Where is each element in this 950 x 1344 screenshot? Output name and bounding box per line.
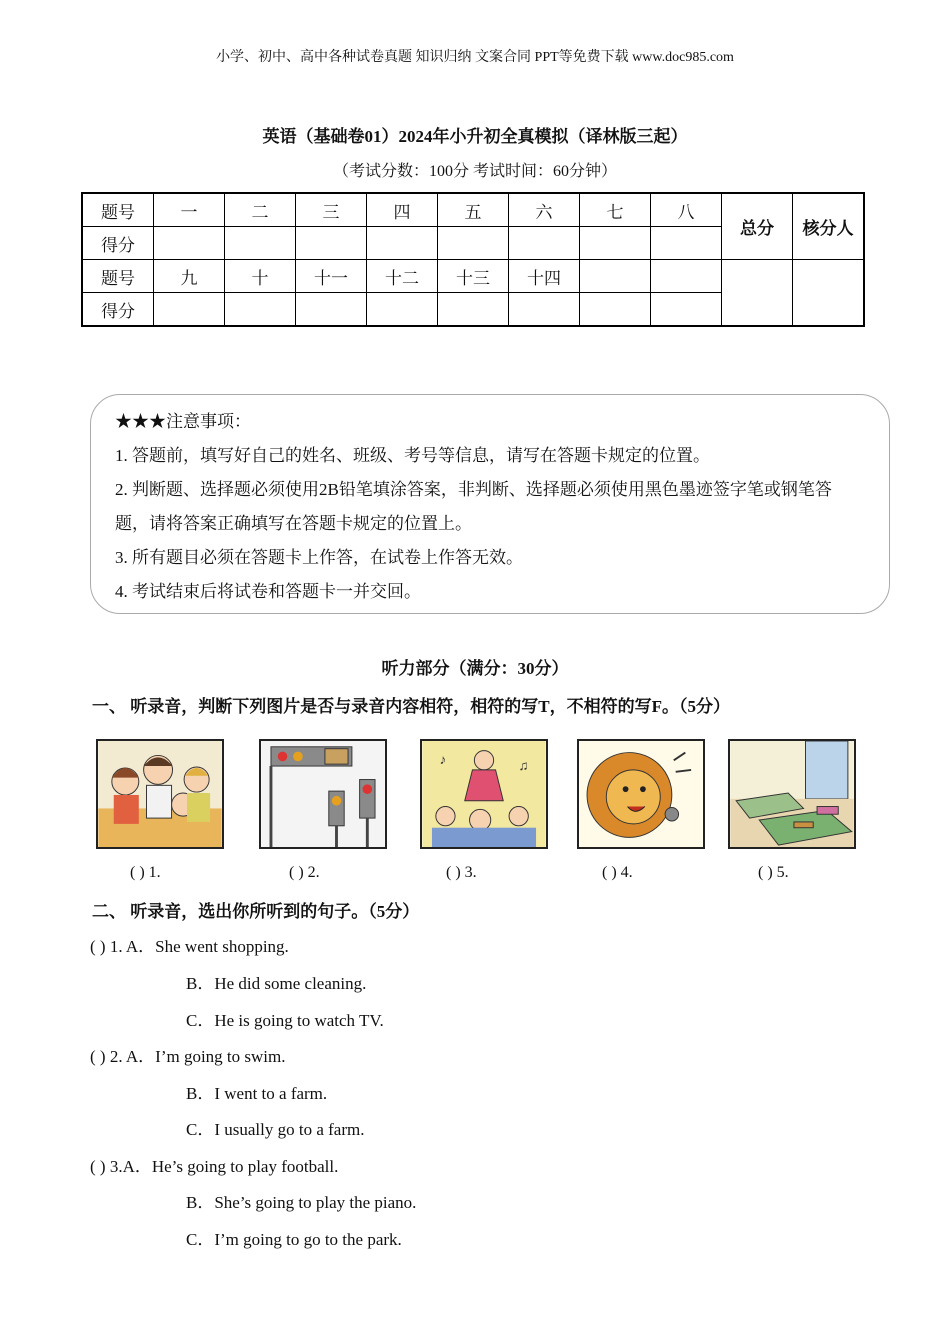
total-label: 总分 <box>722 193 793 260</box>
question-number: 六 <box>509 193 580 227</box>
question-number: 八 <box>651 193 722 227</box>
picture-lion <box>577 739 705 849</box>
question-number: 十一 <box>296 260 367 293</box>
picture-kids-laughing <box>96 739 224 849</box>
question-number: 四 <box>367 193 438 227</box>
q2-item-1-option-a[interactable]: ( ) 1. A．She went shopping. <box>90 937 289 956</box>
q2-heading: 二、 听录音，选出你所听到的句子。（5分） <box>92 902 420 921</box>
checker-cell[interactable] <box>793 260 865 327</box>
traffic-lights-illustration <box>261 741 385 847</box>
concert-illustration <box>422 741 546 847</box>
row-label-number: 题号 <box>82 260 154 293</box>
svg-text:♫: ♫ <box>518 757 529 773</box>
exam-subtitle: （考试分数：100分 考试时间：60分钟） <box>332 163 617 180</box>
q1-answer-blank[interactable]: ( ) 4. <box>602 864 633 881</box>
notice-item: 2. 判断题、选择题必须使用2B铅笔填涂答案，非判断、选择题必须使用黑色墨迹签字笔或钢笔答题，请将答案正确填写在答题卡规定的位置上。 <box>115 480 832 533</box>
question-number: 十四 <box>509 260 580 293</box>
notice-heading: ★★★注意事项： <box>115 412 251 431</box>
score-cell[interactable] <box>154 293 225 327</box>
picture-classroom <box>728 739 856 849</box>
question-number: 二 <box>225 193 296 227</box>
picture-traffic-lights <box>259 739 387 849</box>
lion-illustration <box>579 741 703 847</box>
q1-answer-blank[interactable]: ( ) 1. <box>130 864 161 881</box>
empty-cell <box>651 260 722 293</box>
score-cell[interactable] <box>154 227 225 260</box>
q1-answer-blank[interactable]: ( ) 3. <box>446 864 477 881</box>
score-cell[interactable] <box>438 227 509 260</box>
total-score-cell[interactable] <box>722 260 793 327</box>
q2-item-3-option-a[interactable]: ( ) 3.A．He’s going to play football. <box>90 1157 339 1176</box>
notice-item: 1. 答题前，填写好自己的姓名、班级、考号等信息，请写在答题卡规定的位置。 <box>115 446 710 465</box>
notice-box <box>90 394 890 614</box>
q2-item-1-option-b[interactable]: B．He did some cleaning. <box>186 974 367 993</box>
question-number: 九 <box>154 260 225 293</box>
q2-item-3-option-b[interactable]: B．She’s going to play the piano. <box>186 1193 417 1212</box>
score-cell[interactable] <box>580 227 651 260</box>
picture-concert <box>420 739 548 849</box>
score-cell[interactable] <box>367 227 438 260</box>
score-cell[interactable] <box>438 293 509 327</box>
score-table <box>81 192 865 327</box>
question-number: 七 <box>580 193 651 227</box>
score-cell[interactable] <box>509 227 580 260</box>
notice-item: 3. 所有题目必须在答题卡上作答，在试卷上作答无效。 <box>115 548 523 567</box>
q1-heading: 一、 听录音，判断下列图片是否与录音内容相符，相符的写T，不相符的写F。（5分） <box>92 697 730 716</box>
question-number: 十二 <box>367 260 438 293</box>
q2-item-2-option-a[interactable]: ( ) 2. A．I’m going to swim. <box>90 1047 286 1066</box>
row-label-score: 得分 <box>82 293 154 327</box>
score-cell[interactable] <box>509 293 580 327</box>
score-cell[interactable] <box>225 227 296 260</box>
score-cell[interactable] <box>225 293 296 327</box>
classroom-illustration <box>730 741 854 847</box>
question-number: 十 <box>225 260 296 293</box>
score-cell[interactable] <box>580 293 651 327</box>
exam-title: 英语（基础卷01）2024年小升初全真模拟（译林版三起） <box>262 127 688 146</box>
section-title: 听力部分（满分：30分） <box>381 659 569 678</box>
svg-text:♪: ♪ <box>439 752 447 768</box>
q2-item-2-option-c[interactable]: C．I usually go to a farm. <box>186 1120 365 1139</box>
checker-label: 核分人 <box>793 193 865 260</box>
q1-answer-blank[interactable]: ( ) 5. <box>758 864 789 881</box>
q2-item-1-option-c[interactable]: C．He is going to watch TV. <box>186 1011 384 1030</box>
kids-illustration <box>98 741 222 847</box>
question-number: 五 <box>438 193 509 227</box>
score-cell[interactable] <box>651 293 722 327</box>
page-header: 小学、初中、高中各种试卷真题 知识归纳 文案合同 PPT等免费下载 www.doc985.com <box>216 50 734 65</box>
question-number: 三 <box>296 193 367 227</box>
row-label-score: 得分 <box>82 227 154 260</box>
score-cell[interactable] <box>296 293 367 327</box>
score-cell[interactable] <box>651 227 722 260</box>
q2-item-2-option-b[interactable]: B．I went to a farm. <box>186 1084 328 1103</box>
q2-item-3-option-c[interactable]: C．I’m going to go to the park. <box>186 1230 402 1249</box>
empty-cell <box>580 260 651 293</box>
question-number: 十三 <box>438 260 509 293</box>
q1-answer-blank[interactable]: ( ) 2. <box>289 864 320 881</box>
score-cell[interactable] <box>296 227 367 260</box>
question-number: 一 <box>154 193 225 227</box>
notice-item: 4. 考试结束后将试卷和答题卡一并交回。 <box>115 582 421 601</box>
score-cell[interactable] <box>367 293 438 327</box>
row-label-number: 题号 <box>82 193 154 227</box>
